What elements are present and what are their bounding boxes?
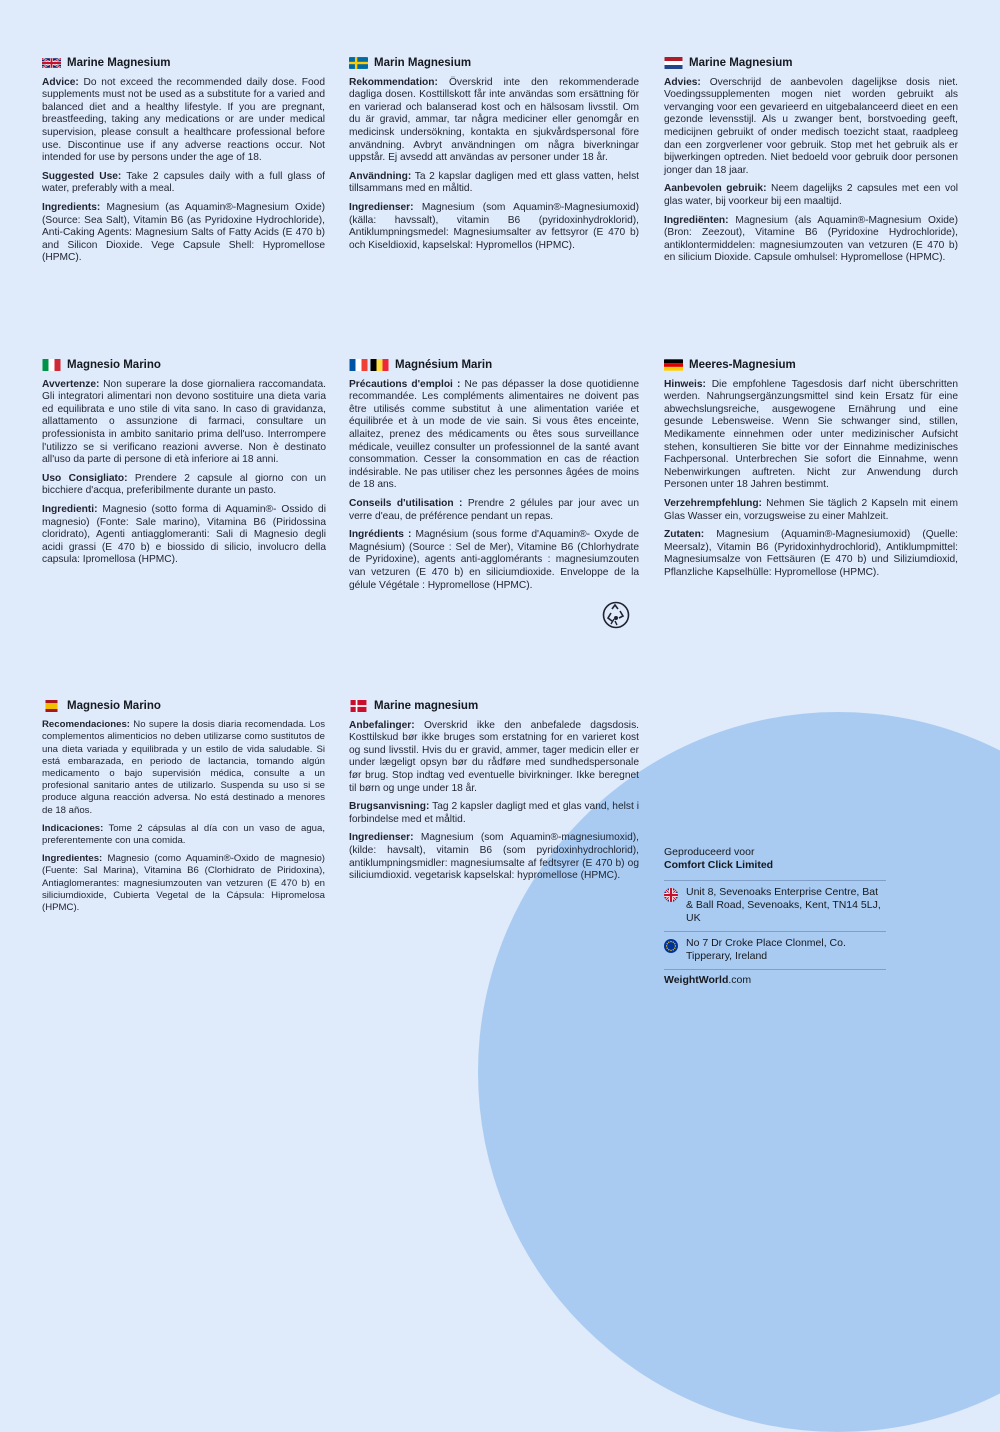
section-en-heading [42, 57, 325, 70]
company-name: Comfort Click Limited [664, 859, 774, 871]
uk-address [664, 880, 886, 931]
section-nl [664, 57, 958, 271]
italy-flag-icon [42, 359, 61, 371]
text: Overskrid ikke den anbefalede dagsdosis. Kosttilskud bør ikke bruges som erstatning for en varieret kost og sund livsstil. Hvis du er gravid, ammer, tager medicin eller er under lægeligt opsyn bør du rådføre med sundhedspersonale før brug. Stop indtag ved eventuelle bivirkninger. Ikke beregnet til børn og unge under 18 år. [349, 719, 639, 794]
section-fr-advice [349, 379, 639, 492]
label: Avvertenze: [42, 378, 100, 390]
label: Användning: [349, 170, 412, 182]
label: Aanbevolen gebruik: [664, 183, 767, 195]
eu-address [664, 931, 886, 969]
section-de-use [664, 498, 958, 523]
section-es-ingredients [42, 853, 325, 914]
section-sv-heading [349, 57, 639, 70]
section-nl-heading [664, 57, 958, 70]
section-de [664, 359, 958, 586]
label: Brugsanvisning: [349, 801, 430, 813]
company-info [664, 846, 886, 987]
text: Neem dagelijks 2 capsules met een vol glas water, bij voorkeur bij een maaltijd. [664, 183, 958, 207]
section-sv-title: Marin Magnesium [374, 57, 472, 69]
section-sv-advice [349, 77, 639, 165]
text: Magnesium (som Aquamin®-magnesiumoxid), (kilde: havsalt), vitamin B6 (som pyridoxinhydrochlorid), antiklumpningsmidler: magnesiumsalte af fedtsyrer (E 470 b) og siliciumdioxid. vegetarisk kapselskal: hypromellose (HPMC). [349, 832, 639, 882]
section-es-use [42, 823, 325, 847]
section-en-use [42, 171, 325, 196]
section-da-ingredients [349, 832, 639, 882]
text: Nehmen Sie täglich 2 Kapseln mit einem Glas Wasser ein, vorzugsweise zu einer Mahlzeit. [664, 497, 958, 522]
label: Ingredients: [42, 201, 101, 213]
sweden-flag-icon [349, 57, 368, 69]
section-nl-ingredients [664, 215, 958, 265]
text: Prendre 2 gélules par jour avec un verre d'eau, de préférence pendant un repas. [349, 497, 639, 522]
label: Ingredienti: [42, 503, 98, 515]
section-es-heading [42, 700, 325, 712]
label: Précautions d'emploi : [349, 378, 461, 390]
eu-flag-icon [664, 939, 678, 953]
section-it-heading [42, 359, 326, 372]
section-fr-ingredients [349, 529, 639, 592]
label: Suggested Use: [42, 170, 122, 182]
label: Ingrédients : [349, 529, 412, 541]
label: Ingrediënten: [664, 214, 729, 226]
section-es-advice [42, 719, 325, 817]
text: Magnesio (como Aquamin®-Oxido de magnesio) (Fuente: Sal Marina), Vitamina B6 (Clorhidrato de Piridoxina), Antiaglomerantes: magnesiumzouten van vetzuren (E 470 b) en siliciumdioxide, Cubierta Vegetal de la Cápsula: Hipromelosa (HPMC). [42, 853, 325, 914]
section-sv-use [349, 171, 639, 196]
section-da-advice [349, 720, 639, 796]
text: Do not exceed the recommended daily dose. Food supplements must not be used as a substitute for a varied and balanced diet and a healthy lifestyle. If you are pregnant, breastfeeding, taking any medications or are under medical supervision, please consult a healthcare professional before use. Discontinue use if any adverse reactions occur. Not intended for use by persons under the age of 18. [42, 76, 325, 164]
section-da-heading [349, 700, 639, 713]
label: Advice: [42, 76, 79, 88]
section-de-advice [664, 379, 958, 492]
section-it-advice [42, 379, 326, 467]
label: Ingredienser: [349, 201, 414, 213]
label: Advies: [664, 76, 701, 88]
text: Tome 2 cápsulas al día con un vaso de agua, preferentemente con una comida. [42, 822, 325, 847]
section-nl-title: Marine Magnesium [689, 57, 793, 69]
uk-flag-icon [42, 57, 61, 69]
section-da [349, 700, 639, 889]
germany-flag-icon [664, 359, 683, 371]
label: Recomendaciones: [42, 719, 130, 731]
text: Non superare la dose giornaliera raccomandata. Gli integratori alimentari non devono sostituire una dieta varia ed equilibrata e uno stile di vita sano. In caso di gravidanza, allattamento o assunzione di farmaci, consultare un professionista in ambito sanitario prima dell'uso. Interrompere l'utilizzo se si verificano reazioni avverse. Non è destinato all'uso da parte di persone di età inferiore ai 18 anni. [42, 378, 326, 466]
text: Die empfohlene Tagesdosis darf nicht überschritten werden. Nahrungsergänzungsmittel sind kein Ersatz für eine abwechslungsreiche, ausgewogene Ernährung und eine gesunde Lebensweise. Wenn Sie schwanger sind, stillen, Medikamente einnehmen oder unter medizinischer Aufsicht stehen, konsultieren Sie bitte vor der Einnahme medizinisches Fachpersonal. Unterbrechen Sie sofort die Einnahme, wenn Nebenwirkungen auftreten. Nicht zur Anwendung durch Personen unter 18 Jahren bestimmt. [664, 378, 958, 491]
recycle-icon [602, 601, 630, 629]
produced-for-label: Geproduceerd voor [664, 846, 755, 858]
belgium-flag-icon [370, 359, 389, 371]
label: Zutaten: [664, 529, 705, 541]
netherlands-flag-icon [664, 57, 683, 69]
section-da-use [349, 801, 639, 826]
section-en-title: Marine Magnesium [67, 57, 171, 69]
section-fr-heading [349, 359, 639, 372]
uk-flag-icon [664, 888, 678, 902]
section-fr-title: Magnésium Marin [395, 359, 493, 371]
section-it-ingredients [42, 504, 326, 567]
label: Hinweis: [664, 378, 706, 390]
france-flag-icon [349, 359, 368, 371]
text: Ta 2 kapslar dagligen med ett glass vatten, helst tillsammans med en måltid. [349, 170, 639, 195]
text: Overschrijd de aanbevolen dagelijkse dosis niet. Voedingssupplementen mogen niet worden gebruikt als vervanging voor een gevarieerd en uitgebalanceerd dieet en een gezonde levensstijl. Als u zwanger bent, borstvoeding geeft, medicijnen gebruikt of onder medisch toezicht staat, raadpleeg dan een zorgverlener voor gebruik. Stop met het gebruik als er bijwerkingen optreden. Niet bedoeld voor gebruik door personen jonger dan 18 jaar. [664, 76, 958, 176]
uk-address-text: Unit 8, Sevenoaks Enterprise Centre, Bat & Ball Road, Sevenoaks, Kent, TN14 5LJ, UK [686, 886, 881, 924]
section-sv [349, 57, 639, 258]
text: Magnésium (sous forme d'Aquamin®- Oxyde de Magnésium) (Source : Sel de Mer), Vitamine B6 (Chlorhydrate de Pyridoxine), agents anti-agglomérants : magnesiumzouten van vetzuren (E 470 b) en siliciumdioxide. Enveloppe de la gélule Végétale : Hypromellose (HPMC). [349, 529, 639, 591]
text: Magnesium (Aquamin®-Magnesiumoxid) (Quelle: Meersalz), Vitamin B6 (Pyridoxinhydrochlorid), Antiklumpmittel: Magnesiumsalze von Fettsäuren (E 470 b) und Siliziumdioxid, Pflanzliche Kapselhülle: Hypromellose (HPMC). [664, 529, 958, 578]
text: Magnesium (as Aquamin®-Magnesium Oxide) (Source: Sea Salt), Vitamin B6 (as Pyridoxine Hydrochloride), Anti-Caking Agents: Magnesium Salts of Fatty Acids (E 470 b) and Silicon Dioxide. Vege Capsule Shell: Hypromellose (HPMC). [42, 201, 325, 264]
denmark-flag-icon [349, 700, 368, 712]
section-fr [349, 359, 639, 598]
section-en-advice [42, 77, 325, 165]
label: Rekommendation: [349, 76, 438, 88]
text: No supere la dosis diaria recomendada. Los complementos alimenticios no deben utilizarse como sustitutos de una dieta variada y equilibrada y un estilo de vida saludable. Si está embarazada, en periodo de lactancia, tomando algún medicamento o bajo supervisión médica, consulte a un profesional sanitario antes de utilizarlo. Suspenda su uso si se produce alguna reacción adversa. No está destinado a menores de 18 años. [42, 719, 325, 816]
section-it [42, 359, 326, 573]
section-en [42, 57, 325, 271]
brand-domain: .com [728, 974, 752, 986]
section-fr-use [349, 498, 639, 523]
section-de-ingredients [664, 529, 958, 579]
eu-address-text: No 7 Dr Croke Place Clonmel, Co. Tipperary, Ireland [686, 937, 846, 962]
section-it-use [42, 473, 326, 498]
section-de-heading [664, 359, 958, 372]
label: Anbefalinger: [349, 719, 415, 731]
section-de-title: Meeres-Magnesium [689, 359, 796, 371]
section-sv-ingredients [349, 202, 639, 252]
label: Ingredientes: [42, 853, 103, 865]
text: Magnesium (som Aquamin®-Magnesiumoxid) (källa: havssalt), vitamin B6 (pyridoxinhydroklorid), Antiklumpningsmedel: Magnesiumsalter av fettsyror (E 470 b) och Kiseldioxid, kapselskal: Hypromellos (HPMC). [349, 201, 639, 251]
section-nl-use [664, 183, 958, 208]
brand-name: WeightWorld [664, 974, 729, 986]
label: Conseils d'utilisation : [349, 497, 463, 509]
section-it-title: Magnesio Marino [67, 359, 161, 371]
text: Överskrid inte den rekommenderade dagliga dosen. Kosttillskott får inte användas som ersättning för en varierad och balanserad kost och en hälsosam livsstil. Om du är gravid, ammar, tar några mediciner eller genomgår en medicinsk undersökning, kontakta en sjukvårdspersonal före användning. Avbryt användningen om några biverkningar uppstår. Ej avsedd att användas av personer under 18 år. [349, 76, 639, 164]
label: Indicaciones: [42, 822, 104, 834]
text: Take 2 capsules daily with a full glass of water, preferably with a meal. [42, 170, 325, 195]
text: Ne pas dépasser la dose quotidienne recommandée. Les compléments alimentaires ne doivent pas être utilisés comme substitut à une alimentation variée et équilibrée et à un mode de vie sain. Si vous êtes enceinte, allaitez, prenez des médicaments ou êtes sous surveillance médicale, veuillez consulter un professionnel de la santé avant consommation. Cesser la consommation en cas de réaction indésirable. Ne pas utiliser chez les personnes âgées de moins de 18 ans. [349, 378, 639, 491]
section-en-ingredients [42, 202, 325, 265]
label: Verzehrempfehlung: [664, 497, 762, 509]
brand-website [664, 969, 886, 987]
text: Magnesio (sotto forma di Aquamin®- Ossido di magnesio) (Fonte: Sale marino), Vitamina B6 (Piridossina cloridrato), Agenti antiagglomeranti: Sali di Magnesio degli acidi grassi (E 470 b) e biossido di silicio, involucro della capsula: Ipromellosa (HPMC). [42, 503, 326, 566]
text: Tag 2 kapsler dagligt med et glas vand, helst i forbindelse med et måltid. [349, 801, 639, 825]
label: Ingredienser: [349, 832, 414, 844]
section-es-title: Magnesio Marino [67, 700, 161, 712]
text: Magnesium (als Aquamin®-Magnesium Oxide) (Bron: Zeezout), Vitamine B6 (Pyridoxine Hydrochloride), antiklontermiddelen: magnesiumzouten van vetzuren (E 470 b) en silicium Dioxide. Capsule omhulsel: Hypromellose (HPMC). [664, 214, 958, 264]
section-da-title: Marine magnesium [374, 700, 479, 712]
text: Prendere 2 capsule al giorno con un bicchiere d'acqua, preferibilmente durante un pasto. [42, 472, 327, 497]
label: Uso Consigliato: [42, 472, 128, 484]
section-es [42, 700, 325, 920]
section-nl-advice [664, 77, 958, 178]
spain-flag-icon [42, 700, 61, 712]
